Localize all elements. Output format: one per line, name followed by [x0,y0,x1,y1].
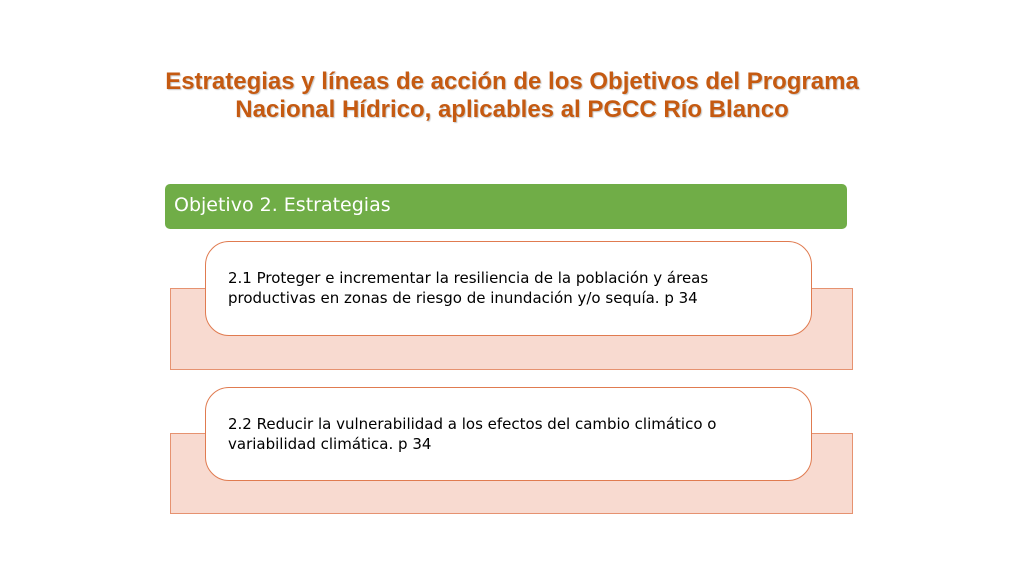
strategy-card [205,387,812,481]
slide-title: Estrategias y líneas de acción de los Objetivos del Programa Nacional Hídrico, aplicables al PGCC Río Blanco [165,68,859,123]
strategy-card [205,241,812,336]
objective-header-bar [165,184,847,229]
strategy-card-text: 2.1 Proteger e incrementar la resiliencia de la población y áreas productivas en zonas de riesgo de inundación y/o sequía. p 34 [228,269,709,307]
strategy-card-text: 2.2 Reducir la vulnerabilidad a los efectos del cambio climático o variabilidad climática. p 34 [228,415,717,453]
objective-header-label: Objetivo 2. Estrategias [174,194,391,216]
